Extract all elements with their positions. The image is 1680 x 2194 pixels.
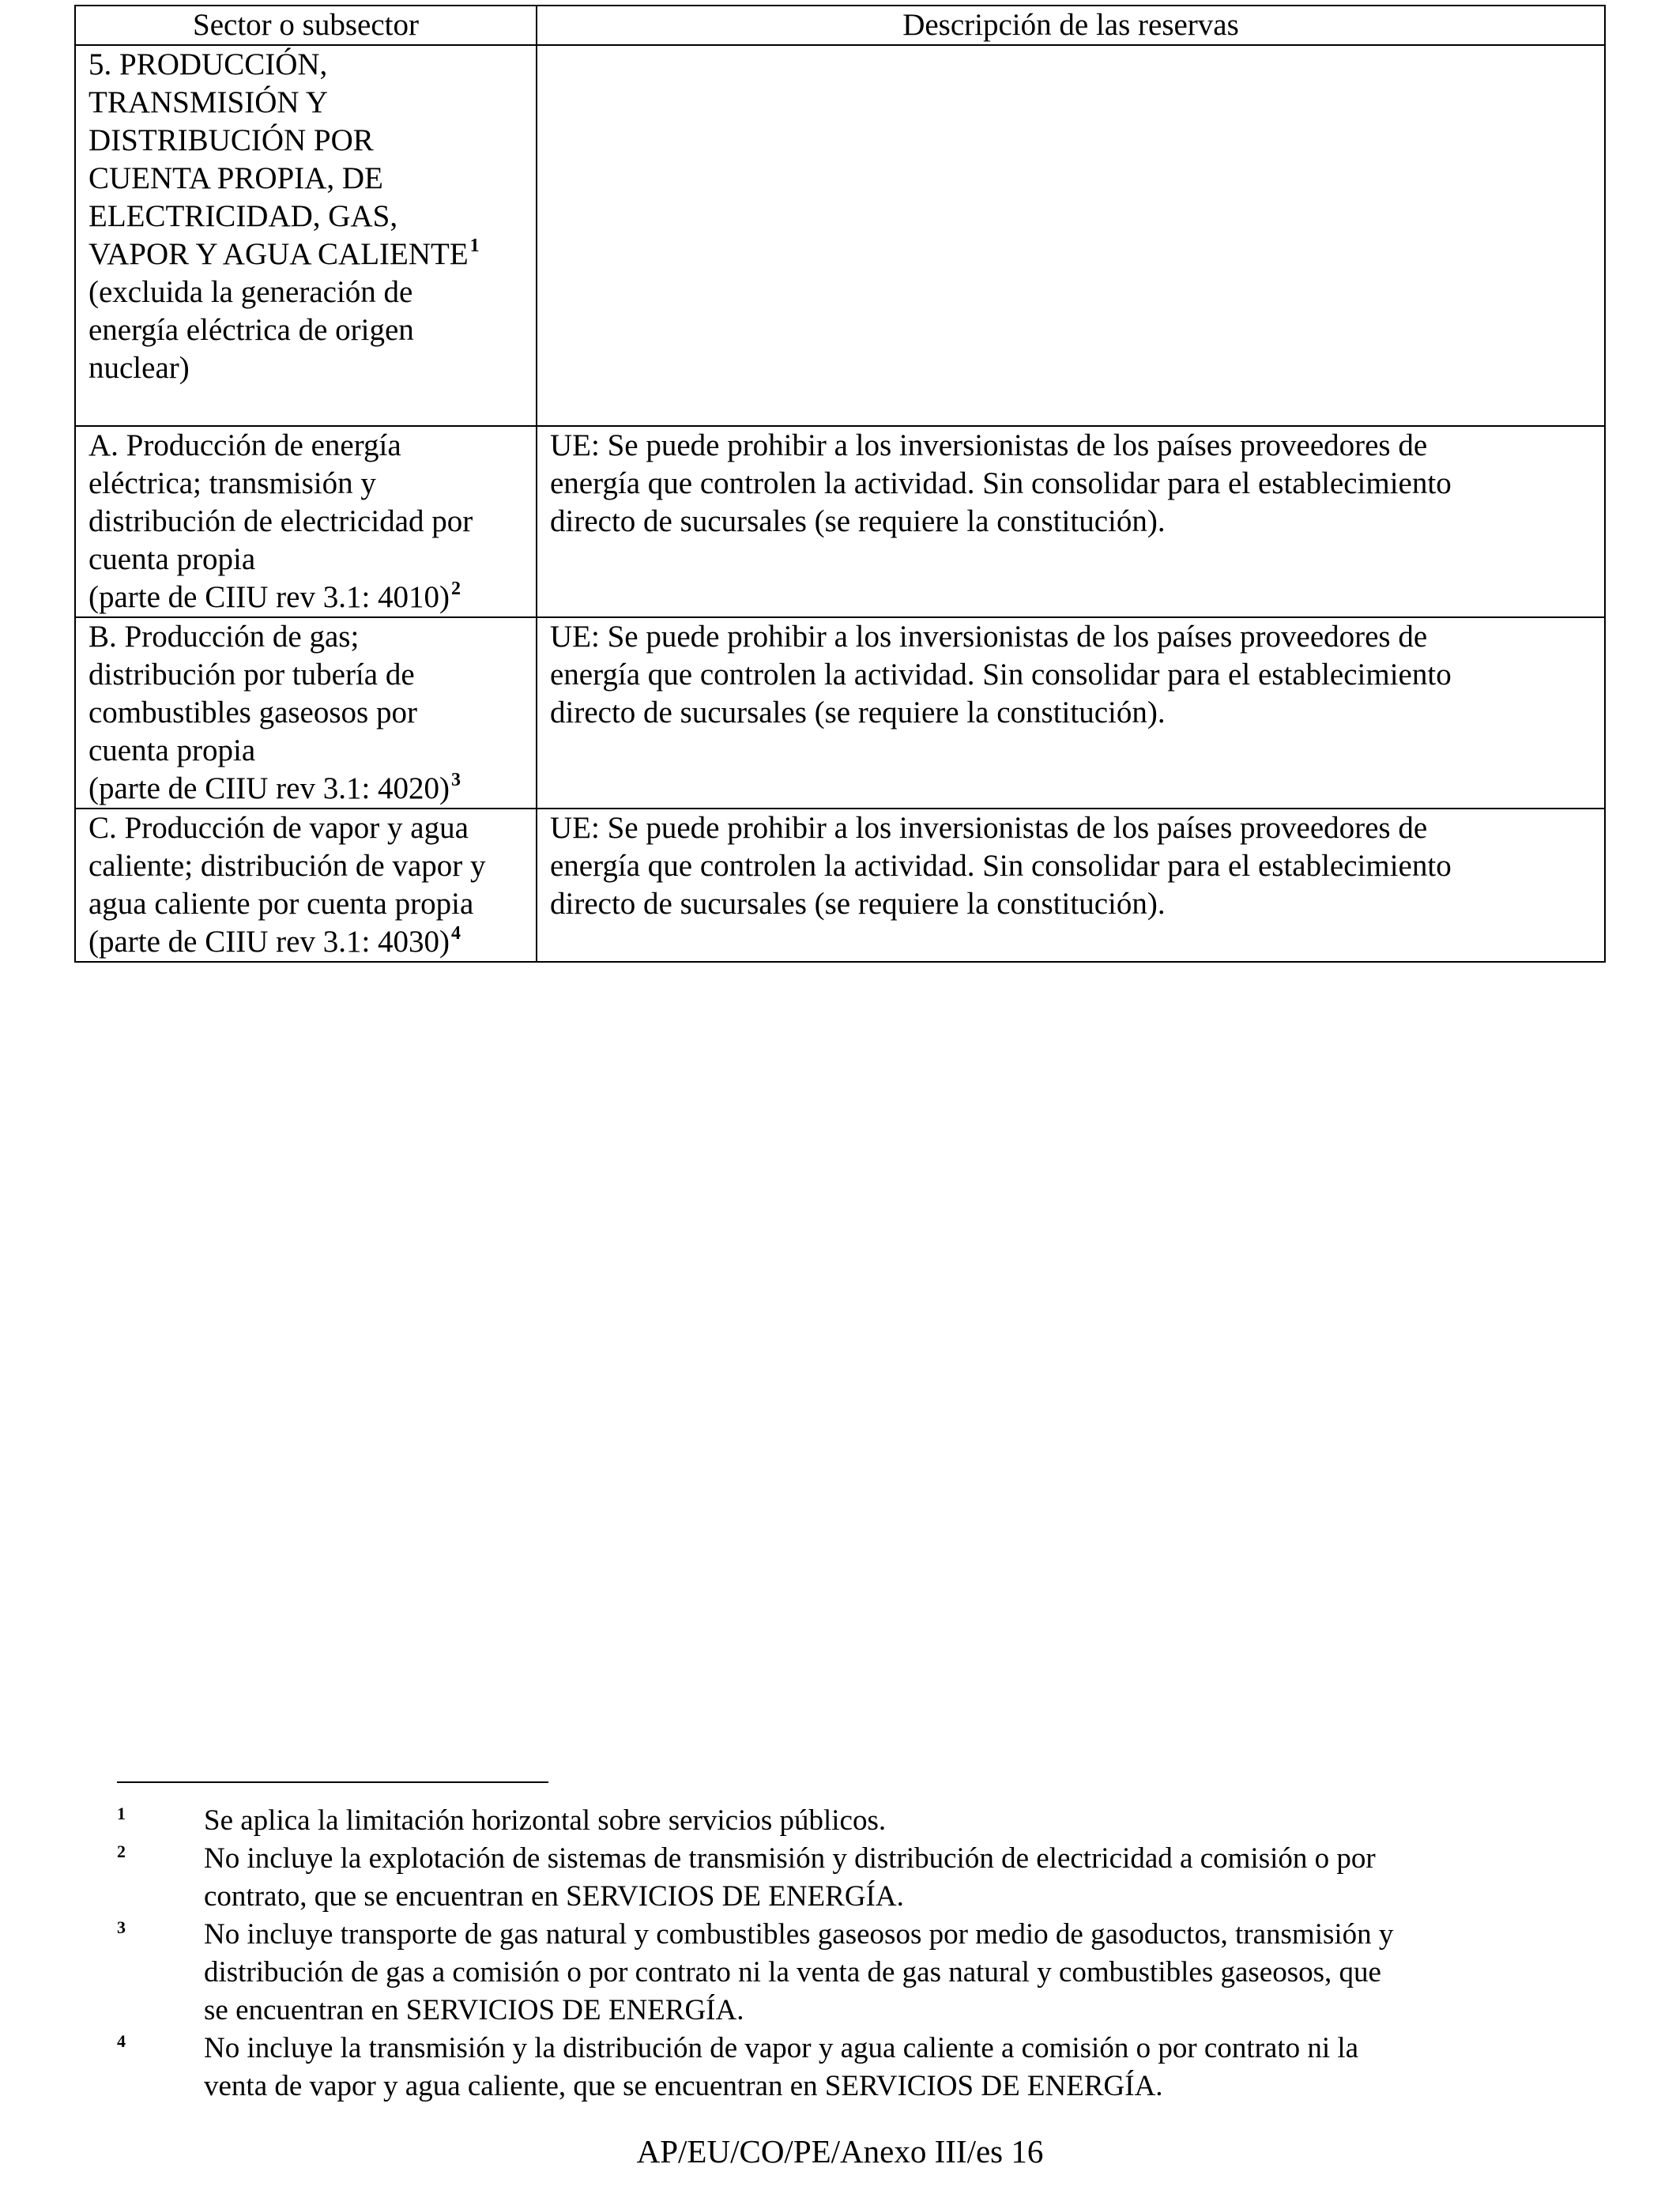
footnote-ref[interactable]: 1 xyxy=(469,236,480,256)
footnote-ref[interactable]: 2 xyxy=(451,579,461,599)
footnote-ref[interactable]: 4 xyxy=(451,923,461,944)
footnote-item xyxy=(117,1916,1563,2030)
page-number: AP/EU/CO/PE/Anexo III/es 16 xyxy=(636,2133,1044,2169)
sector-text: 5. PRODUCCIÓN, TRANSMISIÓN Y DISTRIBUCIÓN POR CUENTA PROPIA, DE ELECTRICIDAD, GAS, VAPOR Y AGUA CALIENTE xyxy=(89,47,469,271)
header-sector: Sector o subsector xyxy=(75,6,537,45)
footnote-text: No incluye la transmisión y la distribución de vapor y agua caliente a comisión o por contrato ni la venta de vapor y agua caliente, que se encuentran en SERVICIOS DE ENERGÍA. xyxy=(204,2032,1359,2102)
footnote-number: 1 xyxy=(117,1804,126,1823)
header-description: Descripción de las reservas xyxy=(537,6,1605,45)
description-cell: UE: Se puede prohibir a los inversionistas de los países proveedores de energía que controlen la actividad. Sin consolidar para el establecimiento directo de sucursales (se requiere la constitución). xyxy=(537,809,1605,962)
sector-text: C. Producción de vapor y agua caliente; distribución de vapor y agua caliente por cuenta propia (parte de CIIU rev 3.1: 4030) xyxy=(89,811,486,959)
description-cell: UE: Se puede prohibir a los inversionistas de los países proveedores de energía que controlen la actividad. Sin consolidar para el establecimiento directo de sucursales (se requiere la constitución). xyxy=(537,426,1605,617)
footnote-item xyxy=(117,1802,1563,1840)
footnote-text: Se aplica la limitación horizontal sobre servicios públicos. xyxy=(204,1804,887,1837)
sector-text: B. Producción de gas; distribución por tubería de combustibles gaseosos por cuenta propia (parte de CIIU rev 3.1: 4020) xyxy=(89,620,450,805)
footnotes xyxy=(117,1802,1563,2105)
table-row xyxy=(75,45,1605,426)
footnote-divider xyxy=(117,1781,548,1783)
table-row xyxy=(75,809,1605,962)
table-row xyxy=(75,426,1605,617)
sector-cell xyxy=(75,809,537,962)
footnote-item xyxy=(117,1840,1563,1916)
reservations-table xyxy=(74,5,1606,963)
footnote-text: No incluye la explotación de sistemas de transmisión y distribución de electricidad a comisión o por contrato, que se encuentran en SERVICIOS DE ENERGÍA. xyxy=(204,1842,1376,1913)
footnote-number: 3 xyxy=(117,1917,126,1937)
sector-cell xyxy=(75,617,537,809)
sector-cell xyxy=(75,45,537,426)
description-cell xyxy=(537,45,1605,426)
footnote-item xyxy=(117,2030,1563,2105)
table-row xyxy=(75,617,1605,809)
footnote-text: No incluye transporte de gas natural y combustibles gaseosos por medio de gasoductos, transmisión y distribución de gas a comisión o por contrato ni la venta de gas natural y combustibles gaseosos, que se encuentran en SERVICIOS DE ENERGÍA. xyxy=(204,1918,1394,2026)
footnote-number: 4 xyxy=(117,2031,126,2051)
description-cell: UE: Se puede prohibir a los inversionistas de los países proveedores de energía que controlen la actividad. Sin consolidar para el establecimiento directo de sucursales (se requiere la constitución). xyxy=(537,617,1605,809)
sector-text: A. Producción de energía eléctrica; transmisión y distribución de electricidad por cuenta propia (parte de CIIU rev 3.1: 4010) xyxy=(89,428,473,614)
sector-cell xyxy=(75,426,537,617)
footnote-number: 2 xyxy=(117,1842,126,1861)
sector-text-tail: (excluida la generación de energía eléctrica de origen nuclear) xyxy=(89,275,414,385)
footnote-ref[interactable]: 3 xyxy=(451,770,461,790)
table-header-row xyxy=(75,6,1605,45)
